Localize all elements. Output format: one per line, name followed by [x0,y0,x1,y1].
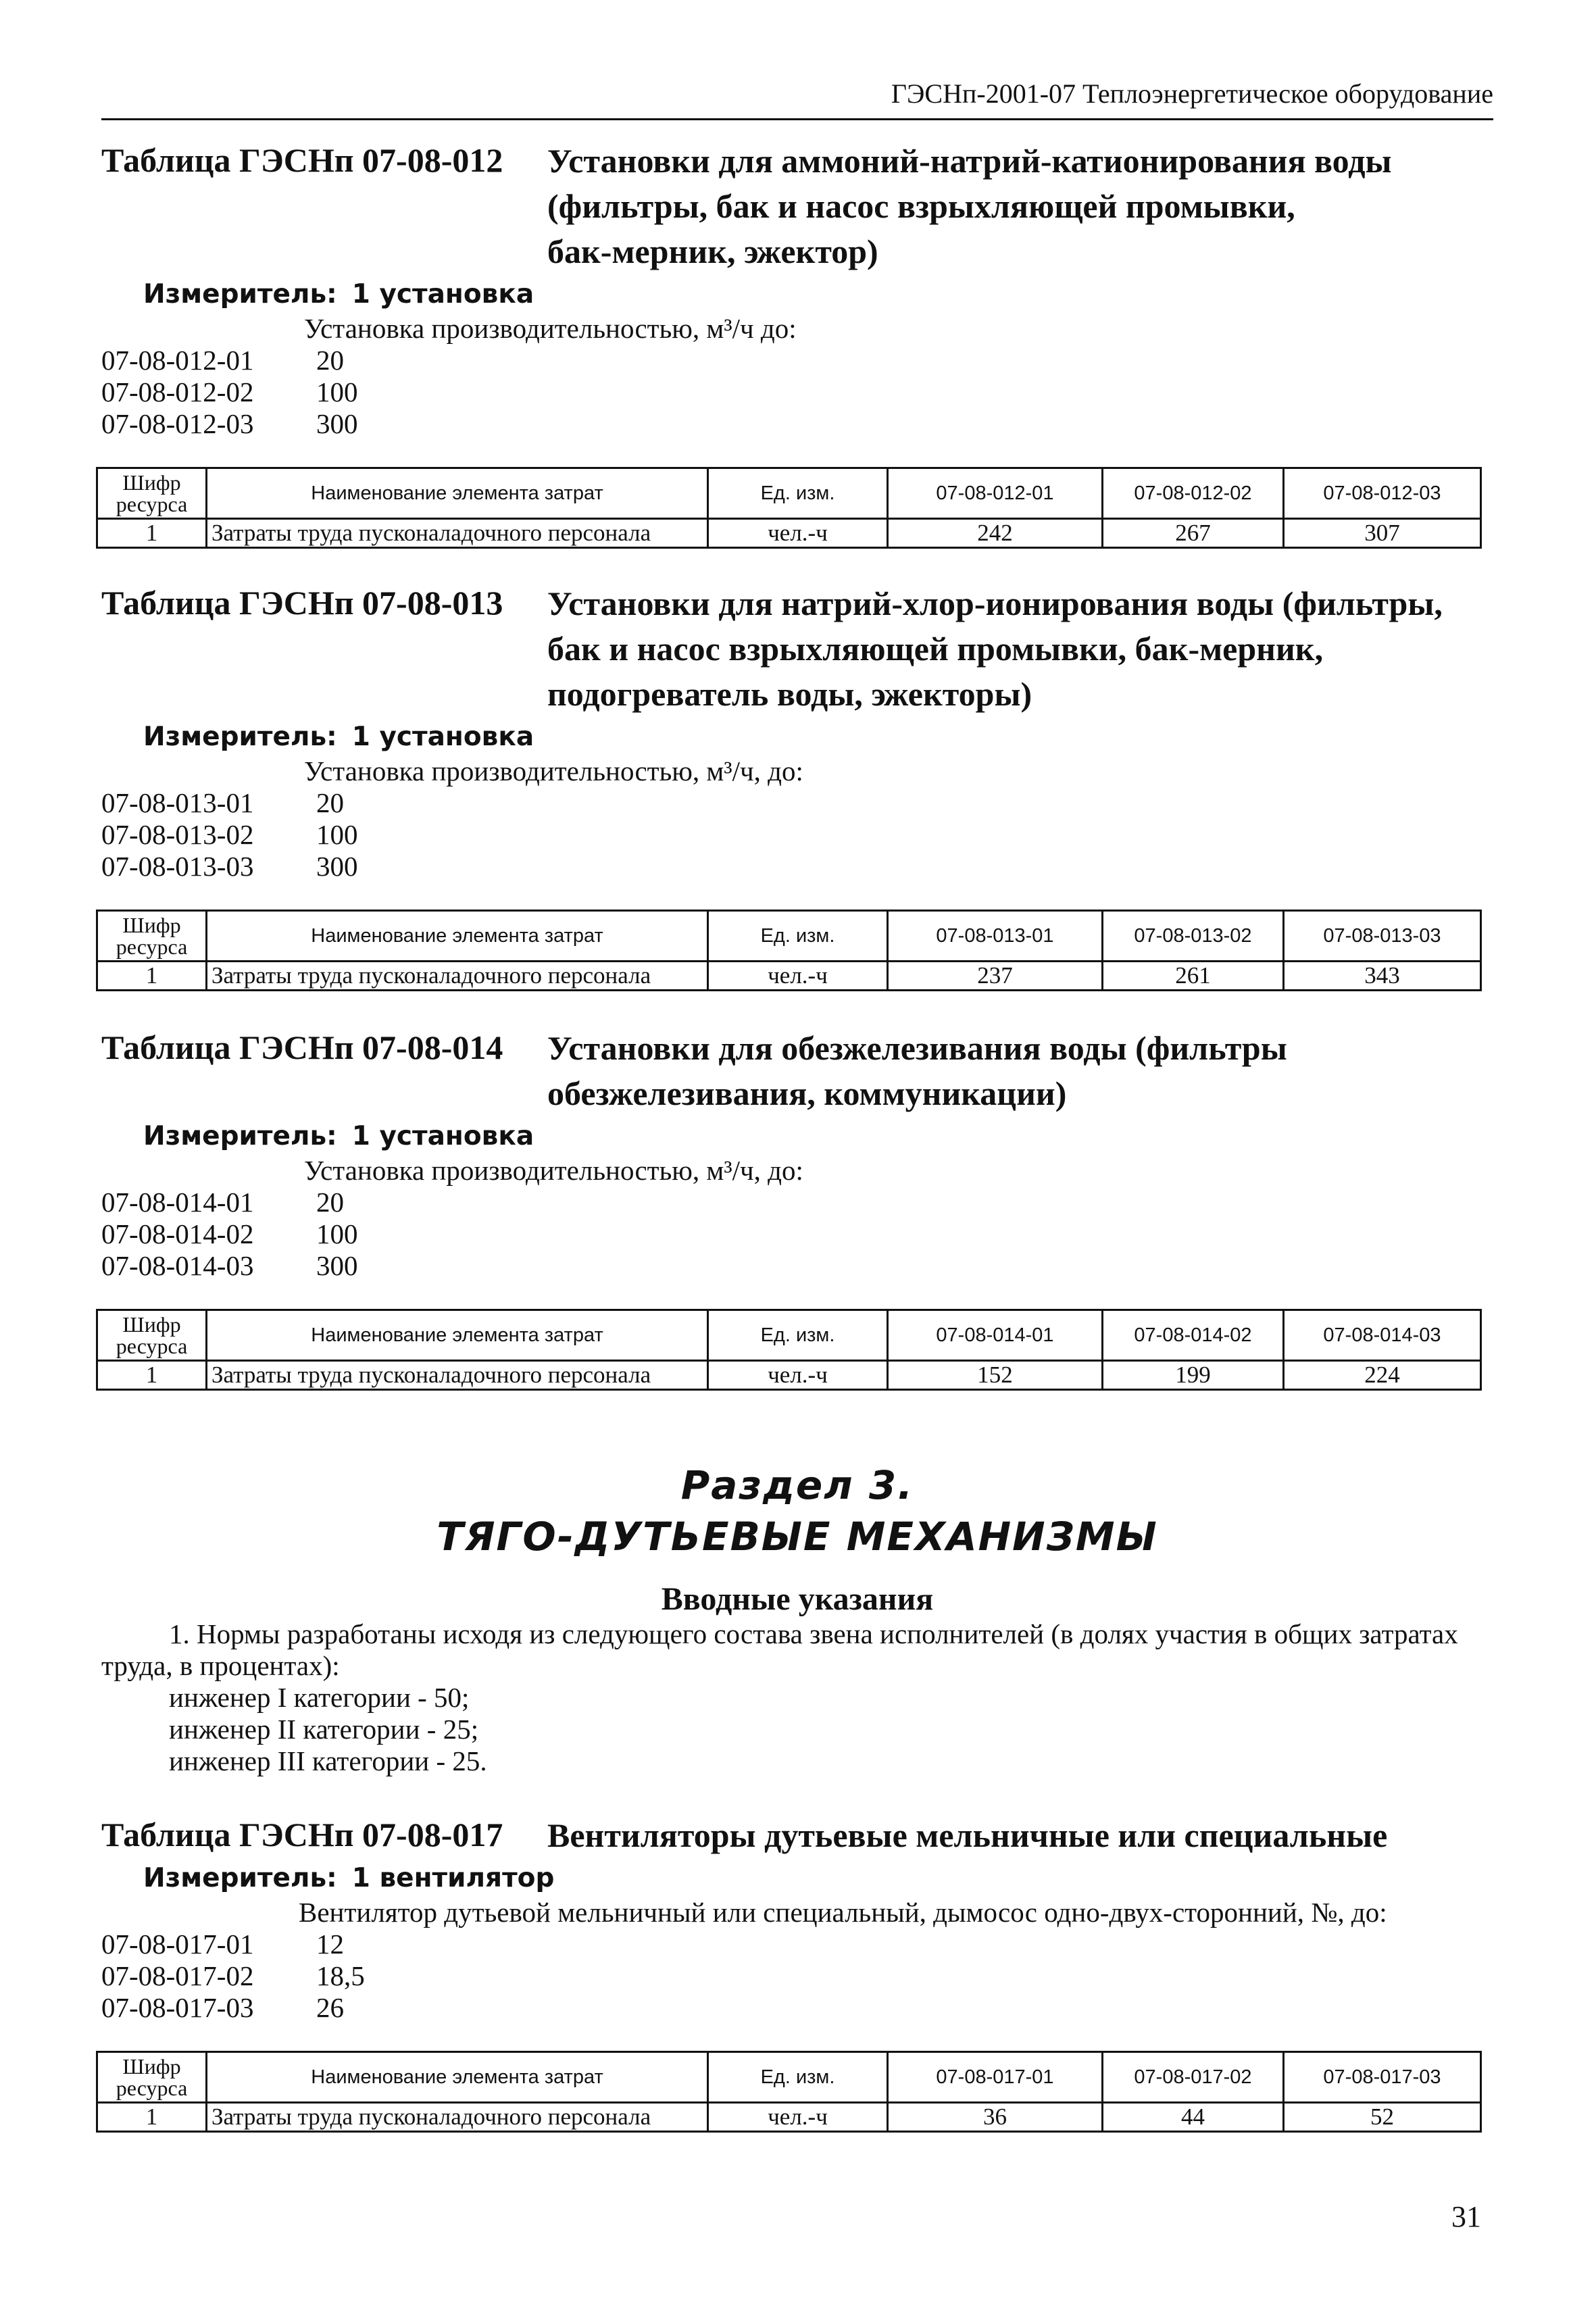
page-header-text: ГЭСНп-2001-07 Теплоэнергетическое оборудование [891,78,1493,109]
code-row [101,1992,1493,2024]
table-header-row [97,911,1481,962]
header-cell: Шифр ресурса [97,1310,207,1361]
code-row [101,376,1493,408]
cell-unit: чел.-ч [708,2103,888,2132]
header-cell: 07-08-014-02 [1103,1310,1284,1361]
page-number: 31 [1451,2200,1481,2233]
title-line: бак и насос взрыхляющей промывки, бак-мерник, [547,630,1324,668]
header-cell: 07-08-013-03 [1284,911,1481,962]
header-cell: Шифр ресурса [97,2052,207,2103]
code: 07-08-013-01 [101,787,254,818]
meter-label: Измеритель: [143,1121,337,1151]
code-row [101,1250,1493,1282]
cell-value: 343 [1284,962,1481,991]
meter-label: Измеритель: [143,1863,337,1893]
header-cell: 07-08-013-01 [888,911,1103,962]
table-heading [101,581,1493,717]
table-row [97,2103,1481,2132]
title-line: (фильтры, бак и насос взрыхляющей промывки, [547,187,1295,225]
cell-shifr: 1 [97,1361,207,1390]
cell-value: 36 [888,2103,1103,2132]
description: Установка производительностью, м³/ч, до: [304,1155,803,1186]
code-value: 300 [316,851,358,882]
header-cell: Наименование элемента затрат [207,911,708,962]
resource-table [96,467,1482,549]
header-cell: 07-08-012-01 [888,468,1103,519]
cell-value: 44 [1103,2103,1284,2132]
code-list [101,1928,1493,2024]
code: 07-08-017-03 [101,1992,254,2023]
title-line: подогреватель воды, эжекторы) [547,675,1032,713]
header-cell: 07-08-017-02 [1103,2052,1284,2103]
title-line: Установки для аммоний-натрий-катионирования воды [547,142,1392,180]
header-cell: Наименование элемента затрат [207,468,708,519]
resource-table [96,2051,1482,2133]
header-cell: 07-08-014-01 [888,1310,1103,1361]
code: 07-08-013-03 [101,851,254,882]
code-list [101,345,1493,440]
code: 07-08-012-01 [101,345,254,376]
meter-value: 1 установка [351,722,534,752]
code-row [101,345,1493,376]
code-value: 100 [316,819,358,850]
code-row [101,1187,1493,1218]
header-cell: 07-08-014-03 [1284,1310,1481,1361]
code-value: 20 [316,787,344,818]
section-name: ТЯГО-ДУТЬЕВЫЕ МЕХАНИЗМЫ [437,1514,1158,1560]
title-line: Вентиляторы дутьевые мельничные или специальные [547,1816,1388,1854]
header-cell: Наименование элемента затрат [207,2052,708,2103]
cell-name: Затраты труда пусконаладочного персонала [207,1361,708,1390]
meter-value: 1 вентилятор [351,1863,555,1893]
meter [143,1119,1493,1154]
cell-value: 152 [888,1361,1103,1390]
cell-value: 261 [1103,962,1284,991]
intro-paragraph: 1. Нормы разработаны исходя из следующего состава звена исполнителей (в долях участия в общих затратах труда, в процентах): [101,1618,1458,1681]
cell-shifr: 1 [97,2103,207,2132]
intro-item: инженер II категории - 25; [169,1714,479,1745]
header-cell: 07-08-012-03 [1284,468,1481,519]
code-row [101,1218,1493,1250]
cell-name: Затраты труда пусконаладочного персонала [207,962,708,991]
table-title [547,1026,1493,1116]
page-header [101,74,1493,120]
table-title [547,139,1493,274]
meter [143,1861,1493,1896]
code-value: 18,5 [316,1960,365,1991]
title-line: Установки для натрий-хлор-ионирования воды (фильтры, [547,584,1443,622]
table-title [547,1813,1493,1858]
table-section-014 [101,1026,1493,1391]
intro-heading: Вводные указания [661,1581,934,1617]
code: 07-08-017-02 [101,1960,254,1991]
cell-unit: чел.-ч [708,962,888,991]
header-cell: Шифр ресурса [97,911,207,962]
table-section-013 [101,581,1493,991]
meter-value: 1 установка [351,279,534,309]
resource-table [96,1309,1482,1391]
header-cell: Ед. изм. [708,1310,888,1361]
code-value: 20 [316,1187,344,1218]
code: 07-08-012-03 [101,408,254,439]
cell-unit: чел.-ч [708,519,888,548]
header-cell: Ед. изм. [708,468,888,519]
code-value: 300 [316,408,358,439]
meter [143,720,1493,755]
title-line: обезжелезивания, коммуникации) [547,1074,1067,1112]
title-line: бак-мерник, эжектор) [547,232,878,270]
table-header-row [97,2052,1481,2103]
code-value: 100 [316,376,358,407]
cell-value: 307 [1284,519,1481,548]
code: 07-08-014-03 [101,1250,254,1281]
cell-value: 52 [1284,2103,1481,2132]
cell-name: Затраты труда пусконаладочного персонала [207,2103,708,2132]
intro-text [101,1618,1480,1777]
code-value: 20 [316,345,344,376]
code-value: 300 [316,1250,358,1281]
code: 07-08-014-01 [101,1187,254,1218]
cell-value: 224 [1284,1361,1481,1390]
header-cell: Шифр ресурса [97,468,207,519]
code-row [101,408,1493,440]
code-row [101,1960,1493,1992]
meter [143,277,1493,312]
table-row [97,962,1481,991]
meter-value: 1 установка [351,1121,534,1151]
code: 07-08-014-02 [101,1218,254,1249]
table-header-row [97,1310,1481,1361]
table-label: Таблица ГЭСНп 07-08-017 [101,1816,503,1853]
intro-item: инженер I категории - 50; [169,1682,470,1713]
table-section-017 [101,1813,1493,2133]
cell-name: Затраты труда пусконаладочного персонала [207,519,708,548]
code: 07-08-012-02 [101,376,254,407]
code-row [101,1928,1493,1960]
code-row [101,851,1493,882]
code-row [101,787,1493,819]
table-section-012 [101,139,1493,549]
cell-value: 242 [888,519,1103,548]
table-label: Таблица ГЭСНп 07-08-013 [101,584,503,622]
cell-shifr: 1 [97,962,207,991]
table-heading [101,1026,1493,1116]
resource-table [96,910,1482,991]
table-heading [101,139,1493,274]
section-title: Раздел 3. [680,1462,914,1508]
code-list [101,1187,1493,1282]
table-header-row [97,468,1481,519]
header-cell: 07-08-012-02 [1103,468,1284,519]
intro-item: инженер III категории - 25. [169,1745,487,1776]
code-value: 12 [316,1928,344,1960]
section-heading [101,1460,1493,1623]
code: 07-08-013-02 [101,819,254,850]
table-title [547,581,1493,717]
meter-label: Измеритель: [143,279,337,309]
description: Вентилятор дутьевой мельничный или специальный, дымосос одно-двух-сторонний, №, до: [299,1897,1387,1928]
table-label: Таблица ГЭСНп 07-08-014 [101,1028,503,1066]
table-heading [101,1813,1493,1858]
code-list [101,787,1493,882]
header-cell: Наименование элемента затрат [207,1310,708,1361]
table-row [97,1361,1481,1390]
code-value: 26 [316,1992,344,2023]
table-label: Таблица ГЭСНп 07-08-012 [101,141,503,179]
header-cell: Ед. изм. [708,911,888,962]
header-cell: 07-08-013-02 [1103,911,1284,962]
header-cell: 07-08-017-03 [1284,2052,1481,2103]
code-row [101,819,1493,851]
cell-value: 237 [888,962,1103,991]
header-cell: 07-08-017-01 [888,2052,1103,2103]
meter-label: Измеритель: [143,722,337,752]
code: 07-08-017-01 [101,1928,254,1960]
cell-shifr: 1 [97,519,207,548]
code-value: 100 [316,1218,358,1249]
description: Установка производительностью, м³/ч до: [304,313,797,344]
cell-value: 199 [1103,1361,1284,1390]
cell-unit: чел.-ч [708,1361,888,1390]
title-line: Установки для обезжелезивания воды (фильтры [547,1029,1287,1067]
cell-value: 267 [1103,519,1284,548]
header-cell: Ед. изм. [708,2052,888,2103]
table-row [97,519,1481,548]
description: Установка производительностью, м³/ч, до: [304,755,803,787]
